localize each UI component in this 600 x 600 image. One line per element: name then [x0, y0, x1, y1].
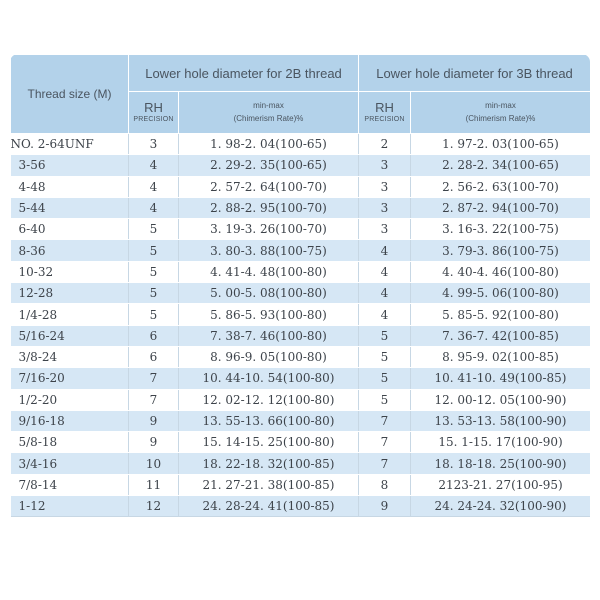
- rh-2b-cell: 4: [129, 197, 179, 218]
- rh-2b-cell: 3: [129, 134, 179, 155]
- table-row: [11, 197, 591, 218]
- range-2b-cell: 3. 19-3. 26(100-70): [179, 219, 359, 240]
- range-3b-cell: 2. 87-2. 94(100-70): [411, 197, 591, 218]
- range-3b-cell: 3. 16-3. 22(100-75): [411, 219, 591, 240]
- minmax-label: min-max: [485, 100, 516, 110]
- range-3b-cell: 7. 36-7. 42(100-85): [411, 325, 591, 346]
- rh-2b-cell: 10: [129, 453, 179, 474]
- range-3b-cell: 2123-21. 27(100-95): [411, 474, 591, 495]
- header-rh-2b: [129, 92, 179, 134]
- rh-2b-cell: 6: [129, 325, 179, 346]
- table-row: [11, 389, 591, 410]
- range-3b-cell: 4. 40-4. 46(100-80): [411, 261, 591, 282]
- table-header: [11, 55, 591, 134]
- rh-2b-cell: 4: [129, 155, 179, 176]
- rh-3b-cell: 7: [359, 453, 411, 474]
- table-row: [11, 219, 591, 240]
- table-row: [11, 453, 591, 474]
- thread-size-cell: 5/16-24: [11, 325, 129, 346]
- thread-size-cell: NO. 2-64UNF: [11, 134, 129, 155]
- thread-size-cell: 12-28: [11, 283, 129, 304]
- minmax-label: min-max: [253, 100, 284, 110]
- range-2b-cell: 3. 80-3. 88(100-75): [179, 240, 359, 261]
- rh-3b-cell: 4: [359, 261, 411, 282]
- rh-3b-cell: 5: [359, 346, 411, 367]
- rh-3b-cell: 3: [359, 197, 411, 218]
- thread-size-cell: 6-40: [11, 219, 129, 240]
- rh-3b-cell: 3: [359, 219, 411, 240]
- header-rh-3b: [359, 92, 411, 134]
- rh-2b-cell: 5: [129, 219, 179, 240]
- range-3b-cell: 12. 00-12. 05(100-90): [411, 389, 591, 410]
- table-row: [11, 346, 591, 367]
- table-row: [11, 325, 591, 346]
- table-row: [11, 261, 591, 282]
- range-3b-cell: 2. 56-2. 63(100-70): [411, 176, 591, 197]
- thread-size-cell: 9/16-18: [11, 410, 129, 431]
- table-row: [11, 496, 591, 517]
- rh-3b-cell: 7: [359, 432, 411, 453]
- thread-hole-table-container: [10, 54, 590, 517]
- thread-size-cell: 8-36: [11, 240, 129, 261]
- range-2b-cell: 21. 27-21. 38(100-85): [179, 474, 359, 495]
- header-thread-size: Thread size (M): [11, 55, 129, 134]
- table-row: [11, 432, 591, 453]
- range-2b-cell: 12. 02-12. 12(100-80): [179, 389, 359, 410]
- rh-3b-cell: 9: [359, 496, 411, 517]
- thread-size-cell: 10-32: [11, 261, 129, 282]
- thread-size-cell: 4-48: [11, 176, 129, 197]
- range-2b-cell: 2. 57-2. 64(100-70): [179, 176, 359, 197]
- range-2b-cell: 5. 00-5. 08(100-80): [179, 283, 359, 304]
- header-3b-group: Lower hole diameter for 3B thread: [359, 55, 591, 92]
- range-3b-cell: 5. 85-5. 92(100-80): [411, 304, 591, 325]
- table-row: [11, 368, 591, 389]
- chimerism-rate-label: (Chimerism Rate)%: [465, 113, 536, 123]
- rh-2b-cell: 7: [129, 389, 179, 410]
- range-3b-cell: 8. 95-9. 02(100-85): [411, 346, 591, 367]
- rh-2b-cell: 5: [129, 261, 179, 282]
- rh-2b-cell: 4: [129, 176, 179, 197]
- thread-size-cell: 3-56: [11, 155, 129, 176]
- range-3b-cell: 4. 99-5. 06(100-80): [411, 283, 591, 304]
- thread-size-cell: 1-12: [11, 496, 129, 517]
- chimerism-rate-label: (Chimerism Rate)%: [233, 113, 304, 123]
- range-3b-cell: 15. 1-15. 17(100-90): [411, 432, 591, 453]
- rh-3b-cell: 4: [359, 304, 411, 325]
- rh-2b-cell: 9: [129, 432, 179, 453]
- thread-size-cell: 7/16-20: [11, 368, 129, 389]
- header-2b-group: Lower hole diameter for 2B thread: [129, 55, 359, 92]
- range-2b-cell: 10. 44-10. 54(100-80): [179, 368, 359, 389]
- thread-size-cell: 3/4-16: [11, 453, 129, 474]
- range-3b-cell: 24. 24-24. 32(100-90): [411, 496, 591, 517]
- thread-size-cell: 7/8-14: [11, 474, 129, 495]
- rh-label: RH: [375, 99, 394, 115]
- range-2b-cell: 1. 98-2. 04(100-65): [179, 134, 359, 155]
- range-3b-cell: 10. 41-10. 49(100-85): [411, 368, 591, 389]
- range-2b-cell: 15. 14-15. 25(100-80): [179, 432, 359, 453]
- range-3b-cell: 3. 79-3. 86(100-75): [411, 240, 591, 261]
- table-row: [11, 240, 591, 261]
- rh-2b-cell: 5: [129, 240, 179, 261]
- rh-3b-cell: 5: [359, 368, 411, 389]
- rh-3b-cell: 7: [359, 410, 411, 431]
- thread-hole-diameter-table: [10, 54, 590, 517]
- range-2b-cell: 24. 28-24. 41(100-85): [179, 496, 359, 517]
- range-2b-cell: 7. 38-7. 46(100-80): [179, 325, 359, 346]
- table-body: [11, 134, 591, 517]
- rh-2b-cell: 7: [129, 368, 179, 389]
- rh-3b-cell: 2: [359, 134, 411, 155]
- rh-3b-cell: 4: [359, 240, 411, 261]
- rh-label: RH: [144, 99, 163, 115]
- table-row: [11, 283, 591, 304]
- rh-3b-cell: 8: [359, 474, 411, 495]
- thread-size-cell: 1/4-28: [11, 304, 129, 325]
- thread-size-cell: 5-44: [11, 197, 129, 218]
- table-row: [11, 304, 591, 325]
- header-minmax-3b: [411, 92, 591, 134]
- header-minmax-2b: [179, 92, 359, 134]
- range-3b-cell: 18. 18-18. 25(100-90): [411, 453, 591, 474]
- range-3b-cell: 1. 97-2. 03(100-65): [411, 134, 591, 155]
- range-3b-cell: 13. 53-13. 58(100-90): [411, 410, 591, 431]
- rh-3b-cell: 4: [359, 283, 411, 304]
- rh-3b-cell: 5: [359, 325, 411, 346]
- range-3b-cell: 2. 28-2. 34(100-65): [411, 155, 591, 176]
- range-2b-cell: 5. 86-5. 93(100-80): [179, 304, 359, 325]
- range-2b-cell: 2. 88-2. 95(100-70): [179, 197, 359, 218]
- rh-2b-cell: 5: [129, 304, 179, 325]
- rh-precision-label: PRECISION: [133, 115, 174, 123]
- range-2b-cell: 18. 22-18. 32(100-85): [179, 453, 359, 474]
- rh-2b-cell: 5: [129, 283, 179, 304]
- rh-3b-cell: 3: [359, 155, 411, 176]
- range-2b-cell: 8. 96-9. 05(100-80): [179, 346, 359, 367]
- thread-size-cell: 5/8-18: [11, 432, 129, 453]
- range-2b-cell: 4. 41-4. 48(100-80): [179, 261, 359, 282]
- range-2b-cell: 2. 29-2. 35(100-65): [179, 155, 359, 176]
- table-row: [11, 410, 591, 431]
- rh-3b-cell: 3: [359, 176, 411, 197]
- range-2b-cell: 13. 55-13. 66(100-80): [179, 410, 359, 431]
- table-row: [11, 176, 591, 197]
- table-row: [11, 474, 591, 495]
- thread-size-cell: 3/8-24: [11, 346, 129, 367]
- rh-2b-cell: 6: [129, 346, 179, 367]
- rh-3b-cell: 5: [359, 389, 411, 410]
- table-row: [11, 155, 591, 176]
- table-row: [11, 134, 591, 155]
- rh-2b-cell: 11: [129, 474, 179, 495]
- thread-size-cell: 1/2-20: [11, 389, 129, 410]
- rh-2b-cell: 9: [129, 410, 179, 431]
- rh-2b-cell: 12: [129, 496, 179, 517]
- rh-precision-label: PRECISION: [364, 115, 405, 123]
